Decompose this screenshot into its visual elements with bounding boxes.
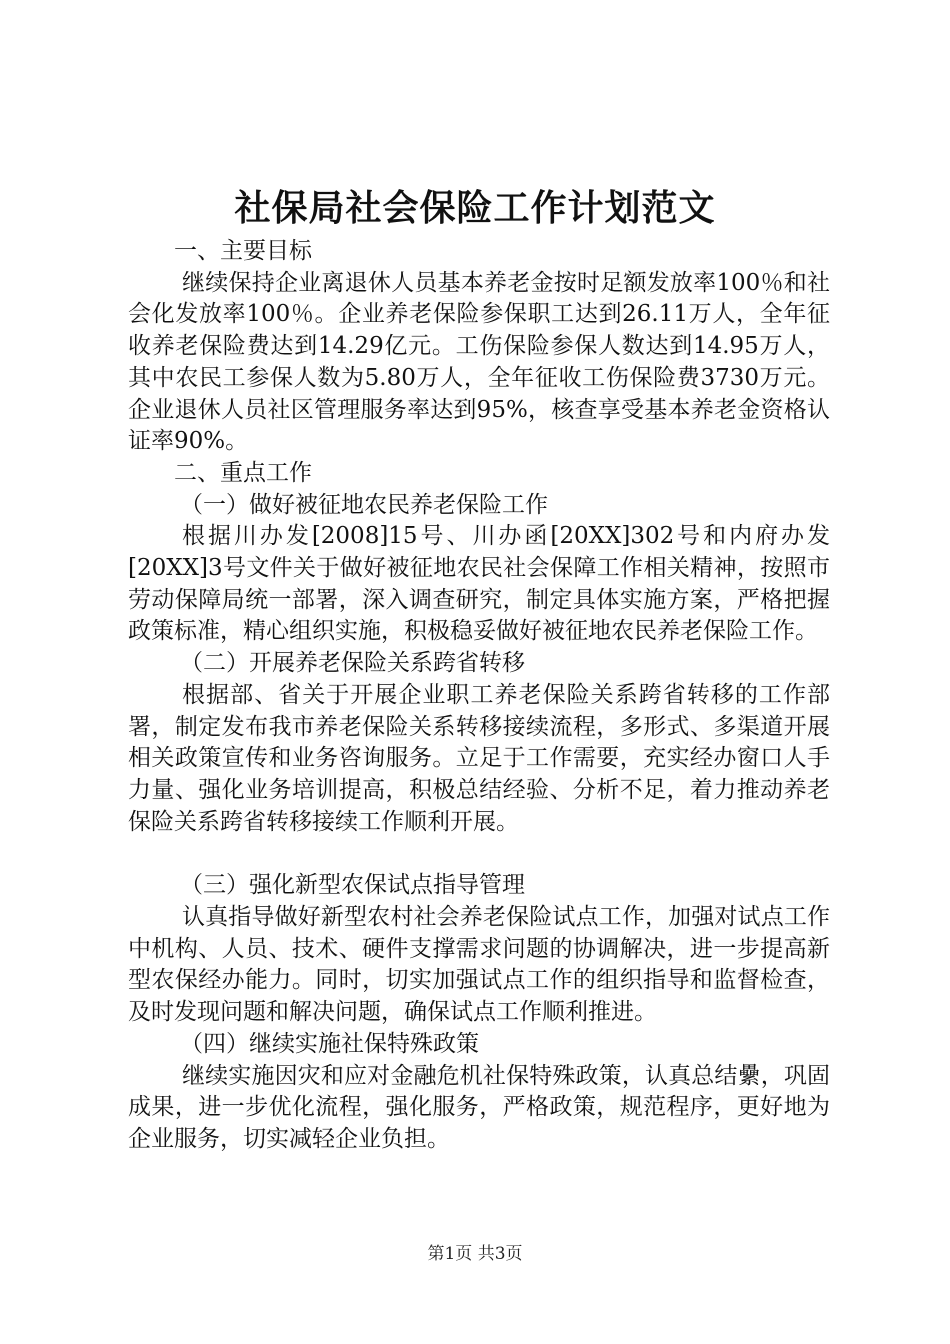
paragraph-main-goals: 继续保持企业离退休人员基本养老金按时足额发放率100％和社会化发放率100％。企业养老保险参保职工达到26.11万人，全年征收养老保险费达到14.29亿元。工伤保险参保人数达到14.95万人，其中农民工参保人数为5.80万人，全年征收工伤保险费3730万元。企业退休人员社区管理服务率达到95%，核查享受基本养老金资格认证率90%。 bbox=[128, 269, 830, 455]
paragraph-rural-pension-pilot: 认真指导做好新型农村社会养老保险试点工作，加强对试点工作中机构、人员、技术、硬件支撑需求问题的协调解决，进一步提高新型农保经办能力。同时，切实加强试点工作的组织指导和监督检查，及时发现问题和解决问题，确保试点工作顺利推进。 bbox=[128, 904, 830, 1026]
paragraph-special-policies: 继续实施因灾和应对金融危机社保特殊政策，认真总结纍，巩固成果，进一步优化流程，强化服务，严格政策，规范程序，更好地为企业服务，切实减轻企业负担。 bbox=[128, 1062, 830, 1152]
page-footer: 第1页 共3页 bbox=[427, 1244, 523, 1264]
paragraph-gap bbox=[128, 838, 830, 870]
document-body bbox=[128, 236, 830, 1156]
paragraph-cross-province-transfer: 根据部、省关于开展企业职工养老保险关系跨省转移的工作部署，制定发布我市养老保险关系转移接续流程，多形式、多渠道开展相关政策宣传和业务咨询服务。立足于工作需要，充实经办窗口人手力量、强化业务培训提高，积极总结经验、分析不足，着力推动养老保险关系跨省转移接续工作顺利开展。 bbox=[128, 681, 830, 835]
subheading-land-farmers-pension: （一）做好被征地农民养老保险工作 bbox=[180, 491, 548, 518]
section-heading-main-goals: 一、主要目标 bbox=[174, 238, 312, 264]
document-title: 社保局社会保险工作计划范文 bbox=[234, 187, 716, 229]
subheading-rural-pension-pilot: （三）强化新型农保试点指导管理 bbox=[180, 872, 525, 899]
paragraph-land-farmers-pension: 根据川办发[2008]15号、川办函[20XX]302号和内府办发[20XX]3号文件关于做好被征地农民社会保障工作相关精神，按照市劳动保障局统一部署，深入调查研究，制定具体实施方案，严格把握政策标准，精心组织实施，积极稳妥做好被征地农民养老保险工作。 bbox=[128, 523, 830, 645]
section-heading-key-work: 二、重点工作 bbox=[174, 459, 312, 486]
subheading-cross-province-transfer: （二）开展养老保险关系跨省转移 bbox=[180, 650, 525, 677]
subheading-special-policies: （四）继续实施社保特殊政策 bbox=[180, 1030, 479, 1057]
